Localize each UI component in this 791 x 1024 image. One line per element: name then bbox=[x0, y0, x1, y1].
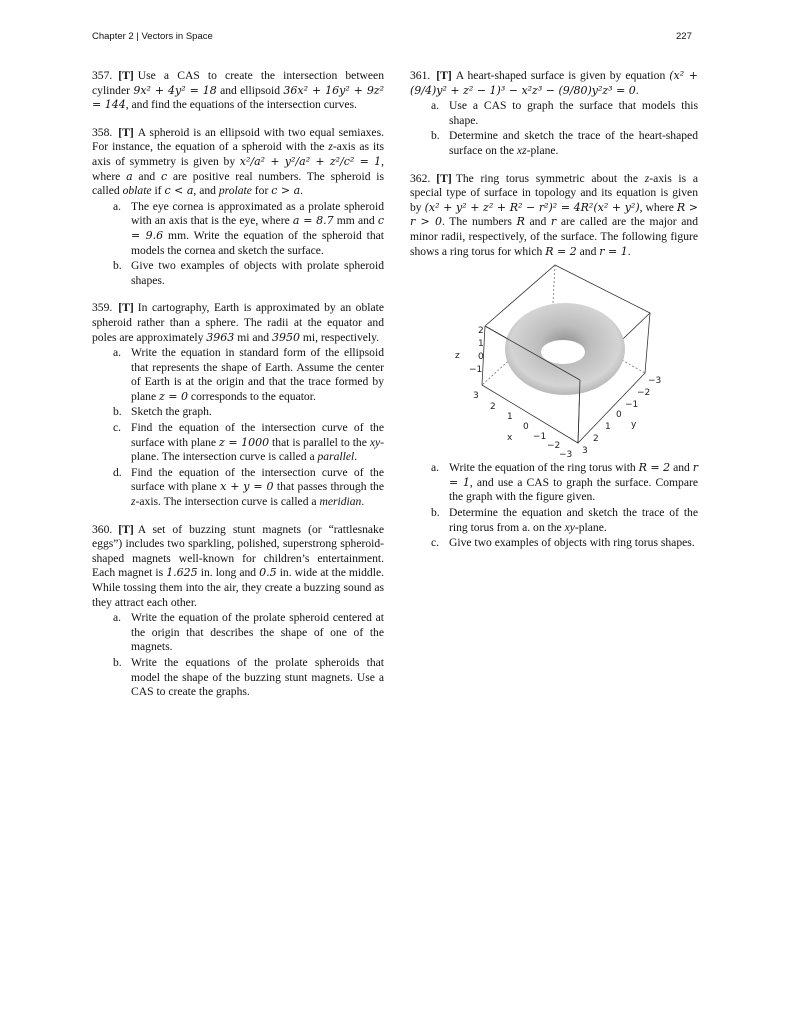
math-expression: R > r > 0 bbox=[410, 200, 698, 229]
text-run: Find the equation of the intersection curve of the surface with plane bbox=[131, 465, 384, 494]
text-run: . bbox=[627, 244, 631, 258]
text-run: Write the equation of the prolate spheroid centered at the origin that describes the shape of one of the magnets. bbox=[131, 611, 384, 654]
problem-357 bbox=[92, 69, 384, 113]
problem-part bbox=[92, 466, 384, 510]
math-expression: (x² + y² + z² + R² − r²)² = 4R²(x² + y²) bbox=[424, 200, 640, 214]
part-label: a. bbox=[113, 611, 122, 625]
problem-part bbox=[92, 200, 384, 258]
text-run: -axis. The intersection curve is called a bbox=[135, 495, 320, 509]
text-run: Use a CAS to graph the surface that models this shape. bbox=[449, 99, 698, 127]
problem-part bbox=[92, 656, 384, 700]
text-run: z bbox=[131, 495, 136, 509]
problem-part bbox=[92, 611, 384, 655]
problem-part bbox=[410, 536, 698, 551]
problem-359 bbox=[92, 301, 384, 509]
math-expression: x²/a² + y²/a² + z²/c² = 1 bbox=[239, 154, 382, 168]
text-run: and ellipsoid bbox=[216, 83, 284, 97]
part-label: c. bbox=[431, 536, 440, 550]
text-run: , where bbox=[92, 154, 384, 183]
part-label: d. bbox=[113, 465, 122, 479]
text-run: and bbox=[670, 461, 693, 475]
x-tick: 2 bbox=[490, 402, 496, 413]
text-run: Give two examples of objects with prolate spheroid shapes. bbox=[131, 259, 384, 287]
text-run: oblate bbox=[122, 184, 152, 198]
x-tick: 1 bbox=[507, 412, 513, 423]
text-run: , and find the equations of the intersection curves. bbox=[125, 98, 357, 112]
technology-tag: [T] bbox=[118, 522, 134, 536]
text-run: xy bbox=[564, 520, 575, 534]
problem-number: 358. bbox=[92, 125, 113, 139]
z-tick: 0 bbox=[478, 352, 484, 363]
problem-part bbox=[410, 506, 698, 535]
part-label: a. bbox=[431, 461, 440, 475]
problem-part bbox=[92, 346, 384, 404]
text-run: , and use a CAS to graph the surface. Compare the graph with the figure given. bbox=[449, 475, 699, 504]
math-expression: a bbox=[126, 169, 133, 183]
y-tick: −2 bbox=[637, 388, 651, 399]
text-run: A set of buzzing stunt magnets (or “rattlesnake eggs”) includes two sparkling, polished, superstrong spheroid-shaped magnets well-known for children’s entertainment. Each magnet is bbox=[92, 522, 384, 580]
problem-part bbox=[410, 129, 698, 158]
text-run: Find the equation of the intersection curve of the surface with plane bbox=[131, 421, 384, 449]
part-label: b. bbox=[113, 655, 122, 669]
math-expression: c < a bbox=[164, 184, 194, 198]
text-run: . The numbers bbox=[441, 215, 517, 229]
text-run: that passes through the bbox=[273, 480, 384, 494]
math-expression: R = 2 bbox=[545, 244, 577, 258]
math-expression: c > a bbox=[271, 184, 301, 198]
problem-part bbox=[92, 421, 384, 465]
technology-tag: [T] bbox=[118, 301, 134, 315]
text-run: and bbox=[576, 244, 600, 258]
math-expression: 1.625 bbox=[166, 566, 198, 580]
text-run: are positive real numbers. The spheroid is called bbox=[92, 169, 384, 198]
text-run: In cartography, Earth is approximated by an oblate spheroid rather than a sphere. The radii at the equator and poles are approximately bbox=[92, 301, 384, 344]
problem-part bbox=[92, 259, 384, 288]
text-run: -plane. bbox=[526, 143, 559, 157]
math-expression: 3963 bbox=[206, 330, 235, 344]
text-run: z bbox=[644, 171, 650, 185]
problem-parts bbox=[410, 99, 698, 158]
x-tick: −3 bbox=[559, 450, 573, 460]
text-run: . bbox=[635, 83, 639, 97]
problem-number: 361. bbox=[410, 69, 431, 82]
math-expression: x + y = 0 bbox=[220, 480, 274, 494]
text-run: for bbox=[251, 184, 272, 198]
problem-statement bbox=[410, 172, 698, 260]
x-tick: 0 bbox=[523, 422, 529, 433]
technology-tag: [T] bbox=[436, 171, 452, 185]
x-tick: 3 bbox=[473, 391, 479, 402]
problem-362-parts bbox=[410, 461, 698, 551]
part-label: a. bbox=[113, 346, 122, 360]
part-label: a. bbox=[113, 199, 122, 213]
text-run: if bbox=[151, 184, 165, 198]
text-run: Write the equation of the ring torus with bbox=[449, 461, 639, 475]
text-run: , and bbox=[193, 184, 219, 198]
technology-tag: [T] bbox=[118, 125, 134, 139]
math-expression: 0.5 bbox=[259, 566, 277, 580]
math-expression: c = 9.6 bbox=[131, 214, 384, 242]
text-run: , where bbox=[639, 200, 677, 214]
z-tick: 2 bbox=[478, 326, 484, 337]
problem-parts bbox=[92, 611, 384, 700]
problem-number: 359. bbox=[92, 301, 113, 315]
text-run: Determine and sketch the trace of the heart-shaped surface on the bbox=[449, 129, 698, 157]
y-tick: −3 bbox=[648, 376, 662, 387]
text-run: . bbox=[300, 184, 304, 198]
text-run: The ring torus symmetric about the bbox=[455, 171, 645, 185]
text-run: are called are the major and minor radii, respectively, of the surface. The following figure shows a ring torus for which bbox=[410, 215, 698, 258]
math-expression: (x² + (9/4)y² + z² − 1)³ − x²z³ − (9/80)y²z³ = 0 bbox=[410, 69, 698, 97]
x-tick: −1 bbox=[533, 432, 547, 443]
problem-number: 360. bbox=[92, 522, 113, 536]
text-run: xy bbox=[369, 435, 381, 449]
math-expression: c bbox=[160, 169, 168, 183]
z-axis-label: z bbox=[455, 351, 460, 362]
problem-parts bbox=[92, 200, 384, 289]
text-run: Give two examples of objects with ring torus shapes. bbox=[449, 536, 695, 550]
ring-torus-figure bbox=[445, 263, 670, 459]
y-tick: 1 bbox=[605, 422, 611, 433]
y-tick: −1 bbox=[625, 400, 639, 411]
problem-362 bbox=[410, 172, 698, 260]
text-run: and bbox=[524, 215, 551, 229]
problem-part bbox=[410, 99, 698, 128]
math-expression: r = 1 bbox=[599, 244, 628, 258]
math-expression: z = 1000 bbox=[219, 435, 270, 449]
math-expression: 9x² + 4y² = 18 bbox=[133, 83, 217, 97]
technology-tag: [T] bbox=[118, 69, 134, 82]
text-run: -plane. The intersection curve is called a bbox=[131, 435, 384, 464]
math-expression: z = 0 bbox=[159, 389, 189, 403]
text-run: mm and bbox=[333, 214, 378, 228]
text-run: Write the equations of the prolate spheroids that model the shape of the buzzing stunt magnets. Use a CAS to create the graphs. bbox=[131, 655, 384, 699]
problem-number: 357. bbox=[92, 69, 113, 82]
problem-parts bbox=[92, 346, 384, 510]
text-run: mi and bbox=[234, 330, 272, 344]
math-expression: 36x² + 16y² + 9z² = 144 bbox=[92, 83, 385, 112]
text-run: The eye cornea is approximated as a prolate spheroid with an axis that is the eye, where bbox=[131, 199, 384, 228]
problem-statement bbox=[92, 126, 384, 199]
y-tick: 0 bbox=[616, 410, 622, 421]
text-run: Use a CAS to create the intersection between cylinder bbox=[92, 69, 384, 97]
text-run: mm. Write the equation of the spheroid that models the cornea and sketch the surface. bbox=[131, 228, 384, 257]
math-expression: r = 1 bbox=[449, 461, 698, 489]
problem-number: 362. bbox=[410, 171, 431, 185]
math-expression: a = 8.7 bbox=[292, 214, 334, 228]
text-run: -axis as its axis of symmetry is given by bbox=[92, 140, 384, 168]
problem-parts bbox=[410, 461, 698, 551]
z-tick: 1 bbox=[478, 339, 484, 350]
right-column bbox=[410, 69, 698, 564]
part-label: b. bbox=[113, 405, 122, 419]
part-label: a. bbox=[431, 99, 440, 113]
part-label: b. bbox=[431, 505, 440, 519]
problem-part bbox=[92, 405, 384, 420]
text-run: -plane. bbox=[574, 520, 607, 534]
y-tick: 2 bbox=[593, 434, 599, 445]
text-run: and bbox=[132, 169, 161, 183]
problem-statement bbox=[410, 69, 698, 98]
x-tick: −2 bbox=[547, 441, 561, 452]
text-run: A heart-shaped surface is given by equation bbox=[455, 69, 670, 82]
text-run: . bbox=[354, 450, 358, 464]
torus-hole bbox=[541, 340, 585, 364]
text-run: . bbox=[361, 495, 365, 509]
text-run: corresponds to the equator. bbox=[188, 389, 316, 403]
z-tick: −1 bbox=[469, 365, 483, 376]
text-run: xz bbox=[516, 143, 527, 157]
text-run: Determine the equation and sketch the trace of the ring torus from a. on the bbox=[449, 505, 698, 534]
problem-part bbox=[410, 461, 698, 505]
left-column bbox=[92, 69, 384, 713]
page-number: 227 bbox=[676, 31, 692, 42]
technology-tag: [T] bbox=[436, 69, 452, 82]
text-run: meridian bbox=[319, 495, 362, 509]
problem-360 bbox=[92, 523, 384, 700]
math-expression: R bbox=[516, 215, 525, 229]
problem-statement bbox=[92, 301, 384, 345]
text-run: Sketch the graph. bbox=[131, 405, 212, 419]
y-tick: 3 bbox=[582, 446, 588, 457]
text-run: z bbox=[328, 140, 333, 154]
problem-statement bbox=[92, 523, 384, 611]
text-run: in. wide at the middle. While tossing them into the air, they create a buzzing sound as they attract each other. bbox=[92, 566, 384, 609]
problem-statement bbox=[92, 69, 384, 113]
chapter-header: Chapter 2 | Vectors in Space bbox=[92, 31, 213, 42]
problem-361 bbox=[410, 69, 698, 159]
y-axis-label: y bbox=[631, 420, 637, 431]
part-label: b. bbox=[113, 259, 122, 273]
math-expression: R = 2 bbox=[638, 461, 671, 475]
problem-358 bbox=[92, 126, 384, 289]
math-expression: 3950 bbox=[271, 330, 300, 344]
text-run: that is parallel to the bbox=[269, 435, 370, 449]
text-run: Write the equation in standard form of the ellipsoid that represents the shape of Earth. Assume the center of Earth is at the origin and that the trace formed by plane bbox=[131, 346, 384, 403]
part-label: c. bbox=[113, 421, 122, 435]
text-run: parallel bbox=[317, 450, 355, 464]
text-run: in. long and bbox=[197, 566, 260, 580]
x-axis-label: x bbox=[507, 433, 513, 444]
text-run: mi, respectively. bbox=[299, 330, 380, 344]
text-run: prolate bbox=[218, 184, 252, 198]
text-run: A spheroid is an ellipsoid with two equal semiaxes. For instance, the equation of a spheroid with the bbox=[92, 125, 384, 154]
math-expression: r bbox=[550, 215, 557, 229]
text-run: -axis is a special type of surface in topology and its equation is given by bbox=[410, 171, 699, 214]
part-label: b. bbox=[431, 129, 440, 143]
